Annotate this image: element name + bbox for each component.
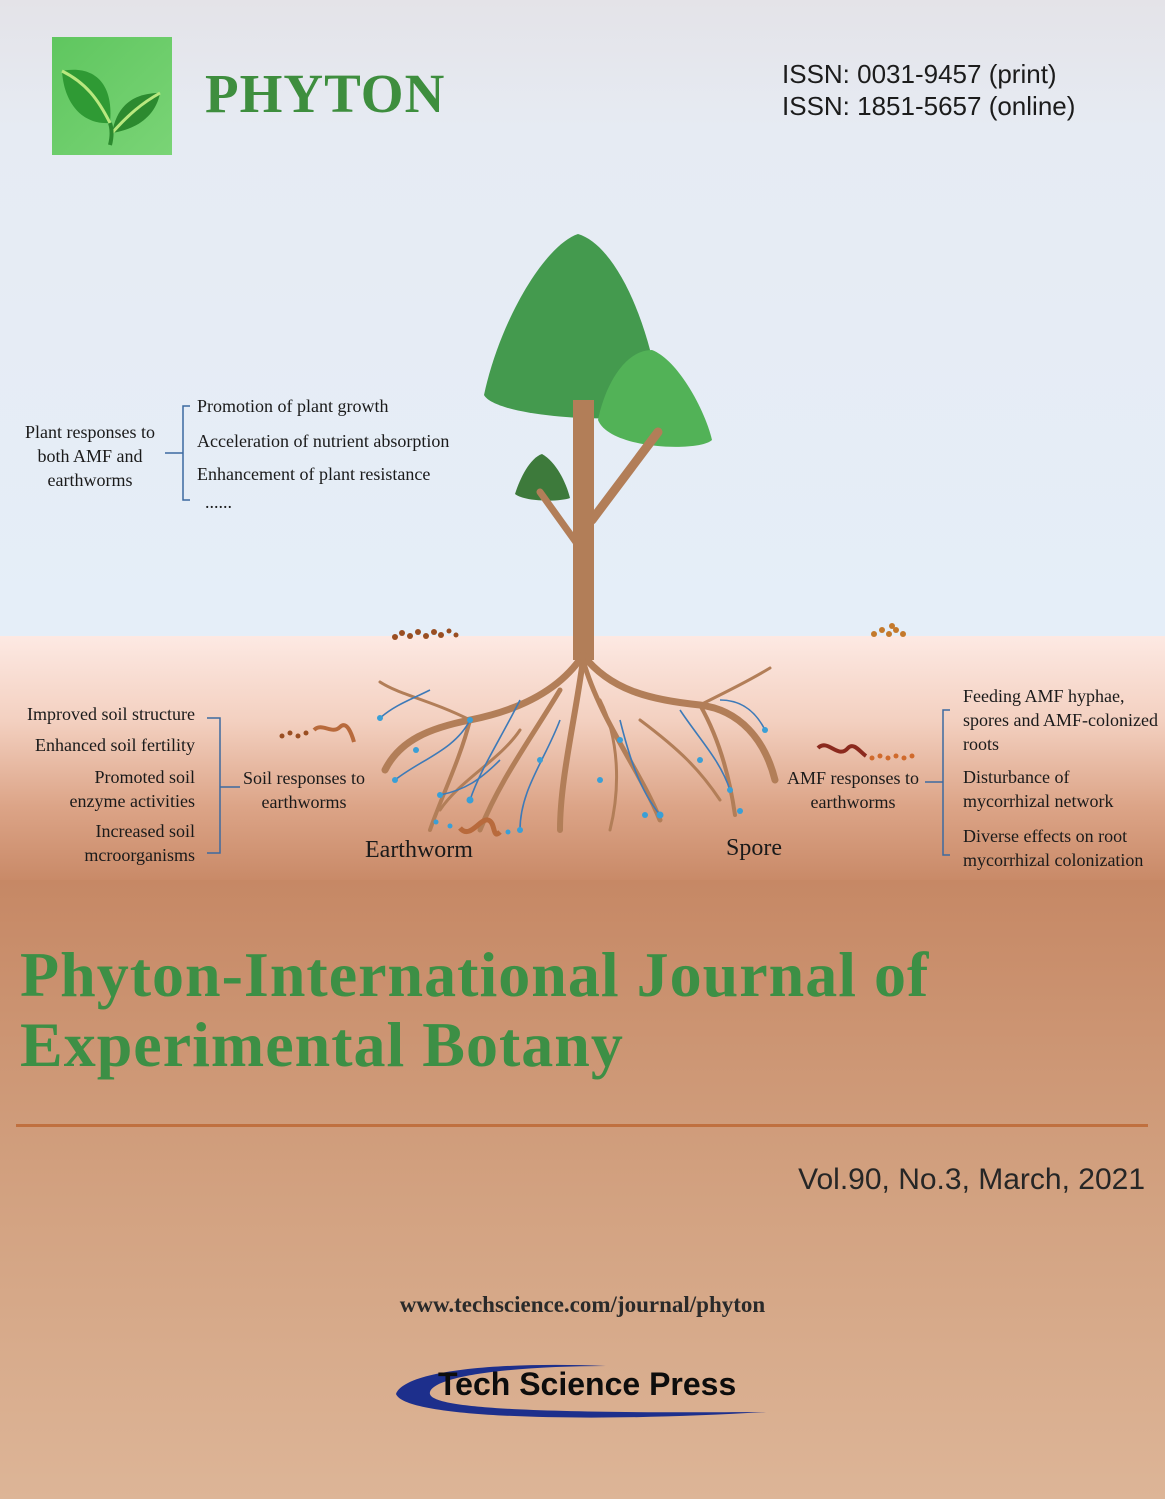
soil-response-item: Enhanced soil fertility [35,735,195,755]
spore-label: Spore [726,835,782,861]
amf-responses-heading: AMF responses to earthworms [786,768,919,812]
amf-response-item: Diverse effects on root mycorrhizal colonization [963,826,1144,870]
soil-response-item: Increased soil mcroorganisms [84,821,195,865]
tree-trunk [573,400,594,660]
soil-response-item: Improved soil structure [27,704,195,724]
plant-responses-heading: Plant responses to both AMF and earthworms [25,422,155,490]
soil-responses-heading: Soil responses to earthworms [242,768,365,812]
amf-response-item: Feeding AMF hyphae, spores and AMF-colonized roots [963,686,1158,754]
issn-online: ISSN: 1851-5657 (online) [782,91,1076,121]
earthworm-casts [392,629,459,641]
tree-roots [380,655,775,830]
plant-response-item: Promotion of plant growth [197,396,389,416]
journal-url[interactable]: www.techscience.com/journal/phyton [399,1292,766,1317]
journal-title [20,940,929,1080]
earthworm-label: Earthworm [365,837,473,863]
issn-print: ISSN: 0031-9457 (print) [782,59,1057,89]
publisher-name: Tech Science Press [438,1366,737,1402]
issue-info: Vol.90, No.3, March, 2021 [798,1163,1145,1196]
spore-cluster [871,623,906,637]
soil-response-item: Promoted soil enzyme activities [69,767,195,811]
journal-title-line1: Phyton-International Journal of [20,939,930,1010]
earthworm-icon [818,745,866,756]
plant-response-item: ...... [205,492,232,512]
amf-response-item: Disturbance of mycorrhizal network [963,767,1114,811]
brand-name: PHYTON [205,63,446,124]
earthworm-icon [314,725,354,742]
divider-rule [16,1124,1148,1127]
journal-title-line2: Experimental Botany [20,1009,624,1080]
plant-response-item: Enhancement of plant resistance [197,464,431,484]
plant-response-item: Acceleration of nutrient absorption [197,431,450,451]
